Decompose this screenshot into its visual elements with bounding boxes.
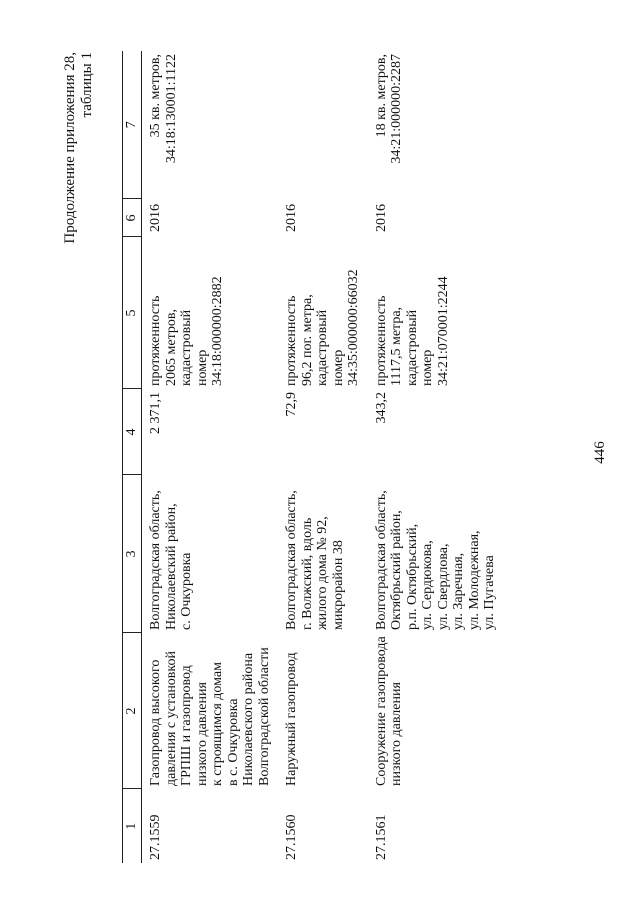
description-cell bbox=[368, 237, 504, 389]
continuation-line: Продолжение приложения 28, bbox=[62, 52, 78, 244]
column-number: 2 bbox=[123, 633, 142, 789]
address-line: микрорайон 38 bbox=[330, 540, 346, 630]
object-name-line: давления с установкой bbox=[163, 650, 179, 786]
column-number-row bbox=[123, 51, 142, 863]
note-line: 34:21:000000:2287 bbox=[389, 54, 404, 164]
address-line: ул. Сердюкова, bbox=[420, 540, 435, 630]
description-line: протяженность bbox=[373, 295, 389, 386]
address-line: ул. Свердлова, bbox=[435, 543, 451, 630]
description-line: 34:35:000000:66032 bbox=[346, 269, 361, 386]
address-cell bbox=[278, 475, 368, 633]
continuation-line: таблицы 1 bbox=[79, 52, 95, 118]
object-name-line: к строящимся домам bbox=[210, 662, 225, 786]
object-name-line: ГРПШ и газопровод bbox=[179, 665, 194, 786]
item-number-cell: 27.1559 bbox=[148, 814, 163, 860]
object-name-line: низкого давления bbox=[389, 682, 404, 786]
year-cell: 2016 bbox=[284, 204, 299, 232]
description-line: кадастровый bbox=[179, 309, 194, 386]
description-line: 34:21:070001:2244 bbox=[435, 276, 451, 386]
description-line: протяженность bbox=[284, 295, 299, 386]
description-line: номер bbox=[194, 349, 210, 386]
table-body bbox=[142, 51, 504, 863]
page-number: 446 bbox=[592, 441, 608, 464]
table-row bbox=[368, 51, 504, 863]
object-name-line: Газопровод высокого bbox=[148, 659, 163, 786]
year-cell: 2016 bbox=[148, 204, 163, 232]
column-number: 5 bbox=[123, 237, 142, 389]
description-cell bbox=[142, 237, 279, 389]
note-line: 35 кв. метров, bbox=[148, 54, 163, 138]
property-table bbox=[122, 51, 504, 863]
description-line: кадастровый bbox=[315, 309, 330, 386]
value-cell: 72,9 bbox=[284, 392, 299, 417]
object-name-line: Николаевского района bbox=[241, 652, 256, 786]
address-cell bbox=[368, 475, 504, 633]
address-line: р.п. Октябрьский, bbox=[404, 523, 420, 630]
item-number-cell: 27.1560 bbox=[284, 814, 299, 860]
address-line: Николаевский район, bbox=[163, 503, 179, 630]
description-line: номер bbox=[330, 349, 346, 386]
object-name-cell bbox=[368, 633, 504, 789]
object-name-line: низкого давления bbox=[194, 682, 210, 786]
object-name-line: Сооружение газопровода bbox=[373, 636, 389, 786]
table-row bbox=[142, 51, 279, 863]
description-line: 2065 метров, bbox=[163, 309, 179, 386]
description-line: 34:18:000000:2882 bbox=[210, 276, 225, 386]
object-name-line: Волгоградской области bbox=[256, 647, 272, 786]
address-line: с. Очкуровка bbox=[179, 552, 194, 630]
address-line: Октябрьский район, bbox=[389, 510, 404, 630]
address-line: Волгоградская область, bbox=[148, 490, 163, 630]
object-name-cell bbox=[142, 633, 279, 789]
description-cell bbox=[278, 237, 368, 389]
note-line: 18 кв. метров, bbox=[373, 54, 389, 138]
column-number: 7 bbox=[123, 51, 142, 199]
description-line: номер bbox=[420, 349, 435, 386]
year-cell: 2016 bbox=[373, 204, 389, 232]
address-line: ул. Пугачева bbox=[482, 555, 497, 630]
note-line: 34:18:130001:1122 bbox=[163, 54, 179, 164]
object-name-line: в с. Очкуровка bbox=[225, 698, 241, 786]
value-cell: 2 371,1 bbox=[148, 392, 163, 434]
address-line: Волгоградская область, bbox=[373, 490, 389, 630]
item-number-cell: 27.1561 bbox=[373, 814, 389, 860]
address-line: Волгоградская область, bbox=[284, 490, 299, 630]
address-line: г. Волжский, вдоль bbox=[299, 517, 315, 630]
note-cell bbox=[368, 51, 504, 199]
note-cell bbox=[142, 51, 279, 199]
table-row bbox=[278, 51, 368, 863]
description-line: протяженность bbox=[148, 295, 163, 386]
address-cell bbox=[142, 475, 279, 633]
description-line: 96,2 пог. метра, bbox=[299, 294, 315, 386]
address-line: ул. Заречная, bbox=[451, 552, 466, 630]
column-number: 1 bbox=[123, 789, 142, 863]
note-cell bbox=[278, 51, 368, 199]
column-number: 4 bbox=[123, 389, 142, 475]
column-number: 3 bbox=[123, 475, 142, 633]
continuation-note bbox=[62, 52, 96, 244]
object-name-cell bbox=[278, 633, 368, 789]
description-line: 1117,5 метра, bbox=[389, 306, 404, 386]
address-line: жилого дома № 92, bbox=[315, 516, 330, 630]
address-line: ул. Молодежная, bbox=[466, 530, 482, 630]
object-name-line: Наружный газопровод bbox=[284, 652, 299, 786]
value-cell: 343,2 bbox=[373, 392, 389, 424]
column-number: 6 bbox=[123, 199, 142, 237]
description-line: кадастровый bbox=[404, 309, 420, 386]
